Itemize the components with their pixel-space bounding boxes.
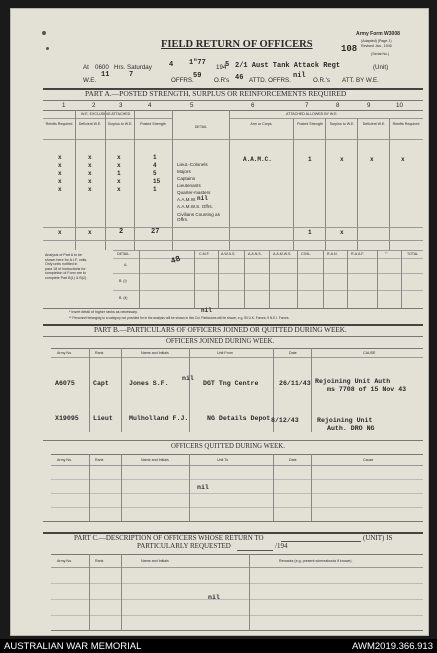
part-c-unit: (UNIT) IS <box>363 534 393 542</box>
day-label: Hrs. Saturday <box>114 64 152 71</box>
joined-army-no: X19095 <box>55 415 79 422</box>
detail-item: Civilians Counting as Offrs. <box>177 212 220 222</box>
col-header: Posted Strength <box>140 122 166 126</box>
joined-header: Date <box>289 351 297 355</box>
col-number: 5 <box>190 102 194 109</box>
part-b-title: PART B.—PARTICULARS OF OFFICERS JOINED OR QUITTED DURING WEEK. <box>94 326 347 334</box>
footnote-1: * Insert detail of higher ranks as necessary. <box>69 310 138 314</box>
joined-cause: Auth. DRO NG <box>327 425 375 432</box>
attached-group-header: ATTACHED ALLOWED BY W.E. <box>286 112 338 116</box>
analysis-head: A.A.N.S. <box>248 252 262 256</box>
analysis-head: "" <box>385 252 388 256</box>
part-c-header: Name and Initials <box>141 559 169 563</box>
total-att: 1 <box>308 229 312 236</box>
analysis-row-label: A. <box>124 263 128 267</box>
joined-rank: Capt <box>93 380 109 387</box>
year-prefix: 194 <box>216 64 227 71</box>
year-suffix: 5 <box>225 61 230 69</box>
analysis-head: C.M.F. <box>199 252 210 256</box>
col-number: 3 <box>119 102 123 109</box>
att-posted: 1 <box>308 156 312 163</box>
offrs-label: OFFRS. <box>171 77 194 84</box>
part-c-date: /194 <box>275 542 288 550</box>
col-number: 8 <box>336 102 340 109</box>
analysis-head: A.W.A.S. <box>221 252 236 256</box>
col-header: DETAIL <box>194 125 208 129</box>
total-col4: 27 <box>151 228 160 236</box>
col-number: 2 <box>92 102 96 109</box>
aamws-nil: nil <box>197 195 208 202</box>
or-attd-label: O.R.'s <box>313 77 330 84</box>
document-page <box>10 8 429 636</box>
att-surplus: x <box>340 156 344 163</box>
we-group-header: W.E. EXCLUDING ATTACHED <box>81 112 131 116</box>
part-c-nil: nil <box>208 594 220 601</box>
col-number: 6 <box>251 102 255 109</box>
joined-date: 26/11/43 <box>279 380 311 387</box>
serial-label: (Serial No.) <box>371 52 390 56</box>
joined-cause: Rejoining Unit Auth <box>315 378 391 385</box>
col-number: 9 <box>367 102 371 109</box>
detail-item: A.A.M.W.S. Offrs. <box>177 204 213 209</box>
joined-cause: Rejoining Unit <box>317 417 373 424</box>
part-a-title: PART A.—POSTED STRENGTH, SURPLUS OR REINFORCEMENTS REQUIRED <box>85 89 347 98</box>
col-header: Surplus to W.E. <box>329 122 355 126</box>
quitted-header: Rank <box>95 458 104 462</box>
col-header: Reinfts Required <box>45 122 73 126</box>
col-header: Arm or Corps <box>250 122 272 126</box>
we-label: W.E. <box>83 77 97 84</box>
analysis-head: R.A.A.F. <box>351 252 365 256</box>
total-att-surplus: x <box>340 229 344 236</box>
or-value: 46 <box>235 74 244 82</box>
punch-mark <box>42 31 46 35</box>
col1-entries: x x x x x <box>58 154 62 193</box>
detail-item: Lieut.-Colonels <box>177 162 208 167</box>
footer-left: AUSTRALIAN WAR MEMORIAL <box>4 641 142 652</box>
detail-item: A.A.M.W. <box>177 197 197 202</box>
we-value-1: 11 <box>101 71 110 79</box>
footnote-2: ** Personnel belonging to a category not provided for in the analysis will be shown in this Col. Particulars will be shown, e.g. 50 U.K. Forces; 5 N.E.I. Forces. <box>69 316 290 320</box>
detail-item: Quarter-masters <box>177 190 211 195</box>
col-number: 4 <box>148 102 152 109</box>
analysis-head: R.A.N. <box>327 252 338 256</box>
analysis-head: TOTAL <box>407 252 419 256</box>
quitted-nil: nil <box>197 484 209 491</box>
total-col3: 2 <box>119 228 124 236</box>
quitted-title: OFFICERS QUITTED DURING WEEK. <box>171 443 285 450</box>
col-number: 1 <box>62 102 66 109</box>
total-col1: x <box>58 229 62 236</box>
analysis-row-label: B. (ii) <box>119 296 128 300</box>
attd-label: ATTD. OFFRS. <box>249 77 291 84</box>
page-title: FIELD RETURN OF OFFICERS <box>161 39 313 50</box>
punch-mark <box>46 47 49 50</box>
analysis-head: A.A.M.W.S. <box>273 252 292 256</box>
joined-header: Unit From <box>217 351 233 355</box>
quitted-header: Unit To <box>217 458 229 462</box>
part-c-title: PART C.—DESCRIPTION OF OFFICERS WHOSE RETURN TO <box>74 534 264 542</box>
joined-date: 8/12/43 <box>271 417 299 424</box>
joined-army-no: A6075 <box>55 380 75 387</box>
attd-offrs-value: nil <box>293 72 306 80</box>
footnote-nil: nil <box>201 307 212 314</box>
col-header: Deficient W.E. <box>78 122 102 126</box>
unit-label: (Unit) <box>373 64 389 71</box>
joined-cause: ms 7708 of 15 Nov 43 <box>327 386 407 393</box>
col-header: Surplus to W.E. <box>107 122 133 126</box>
detail-item: Majors <box>177 169 191 174</box>
part-c-header: Rank <box>95 559 104 563</box>
form-id: Army Form W3008 <box>356 31 400 37</box>
joined-header: Rank <box>95 351 104 355</box>
joined-header: Name and Initials <box>141 351 169 355</box>
joined-header: CAUSE <box>363 351 376 355</box>
col-number: 7 <box>305 102 309 109</box>
analysis-head: DETAIL <box>117 252 130 256</box>
attd-value: 59 <box>193 72 202 80</box>
part-c-requested: PARTICULARLY REQUESTED <box>137 542 231 550</box>
col-header: Posted Strength <box>297 122 323 126</box>
analysis-note: Analysis of Part A to be shown here for A.I.F. units. Only units notified in para 18 of instructions for completion of Form are to complete Part B(1) & B(2). <box>45 253 88 280</box>
quitted-header: Name and Initials <box>141 458 169 462</box>
time-value: 0600 <box>95 64 109 71</box>
col-header: Deficient W.E. <box>362 122 386 126</box>
footer-right: AWM2019.366.913 <box>352 641 433 652</box>
analysis-stamp: 48 <box>169 254 182 267</box>
col3-entries: x x 1 x x <box>117 154 121 193</box>
at-label: At <box>83 64 89 71</box>
quitted-header: Army No. <box>57 458 72 462</box>
date-month: 1"77 <box>189 59 206 67</box>
col-header: Reinfts Required <box>392 122 420 126</box>
joined-name: Mulholland F.J. <box>129 415 189 422</box>
detail-item: Lieutenants <box>177 183 201 188</box>
joined-name: Jones S.F. <box>129 380 169 387</box>
date-day: 4 <box>169 61 174 69</box>
col-number: 10 <box>396 102 403 109</box>
col4-entries: 1 4 5 15 1 <box>153 154 161 193</box>
archive-footer <box>0 639 437 653</box>
we-suffix: ATT. BY W.E. <box>342 77 379 84</box>
form-adapted: (Adapted) (Page 1) <box>361 39 392 43</box>
joined-unit-from: DGT Tng Centre <box>203 380 259 387</box>
part-c-header: Army No. <box>57 559 72 563</box>
total-col2: x <box>88 229 92 236</box>
part-c-header: Remarks (e.g. present whereabouts if known). <box>279 559 353 563</box>
we-value-2: 7 <box>129 71 134 79</box>
quitted-header: Cause <box>363 458 374 462</box>
arm-or-corps: A.A.M.C. <box>243 156 272 163</box>
or-label: O.R's <box>214 77 230 84</box>
joined-nil: nil <box>182 375 194 382</box>
form-revised: Revised Jan., 1940 <box>361 44 392 48</box>
quitted-header: Date <box>289 458 297 462</box>
att-deficient: x <box>370 156 374 163</box>
att-reinf: x <box>401 156 405 163</box>
analysis-head: CIVIL. <box>301 252 311 256</box>
joined-unit-from: NG Details Depot <box>207 415 271 422</box>
detail-item: Captains <box>177 176 196 181</box>
unit-name: 2/1 Aust Tank Attack Regt <box>235 62 341 70</box>
serial-stamp: 108 <box>341 44 358 54</box>
joined-header: Army No. <box>57 351 72 355</box>
analysis-row-label: B. (i) <box>119 279 127 283</box>
joined-rank: Lieut <box>93 415 113 422</box>
col2-entries: x x x x x <box>88 154 92 193</box>
joined-title: OFFICERS JOINED DURING WEEK. <box>166 338 275 345</box>
